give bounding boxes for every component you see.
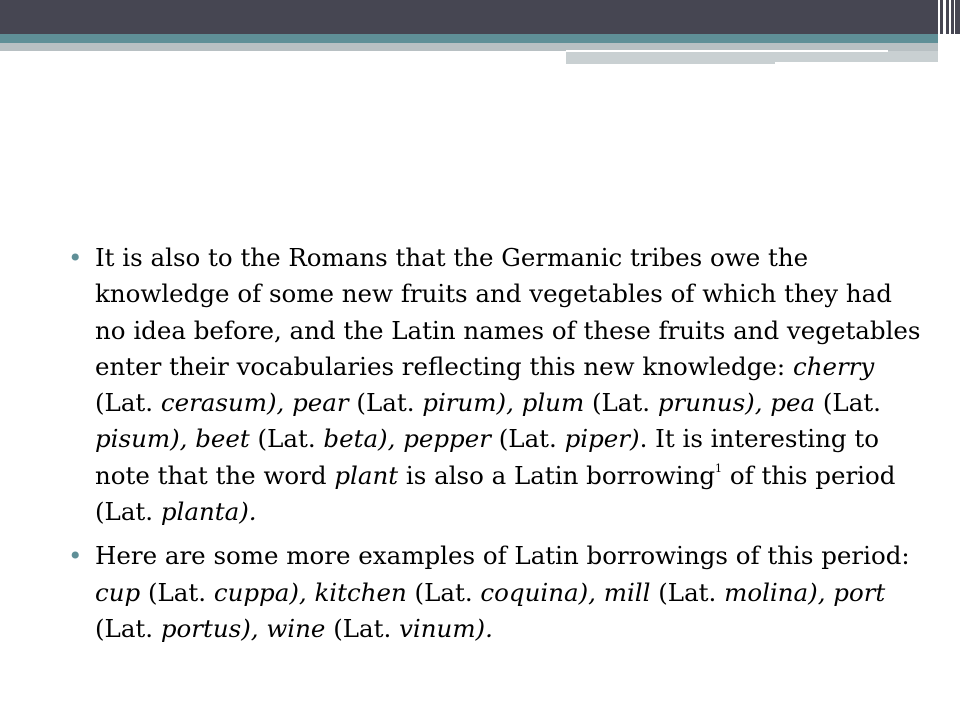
italic-term: plant [334,460,399,490]
text-segment: (Lat. [249,424,324,454]
text-segment: (Lat. [95,613,161,643]
footnote-marker: 1 [715,461,723,475]
italic-term: beta), pepper [323,424,491,454]
text-segment: (Lat. [140,577,214,607]
italic-term: cuppa), kitchen [213,577,407,607]
italic-term: portus), wine [160,613,326,643]
header-white-line-lower [775,62,940,64]
text-segment: (Lat. [348,388,423,418]
text-segment: (Lat. [815,388,881,418]
italic-term: pisum), beet [95,424,250,454]
italic-term: vinum). [399,613,493,643]
bullet-dot-icon: • [68,243,83,272]
text-segment: (Lat. [490,424,565,454]
bullet-dot-icon: • [68,541,83,571]
italic-term: molina), port [724,577,886,607]
italic-term: pirum), plum [422,388,585,418]
bullet-item [68,240,928,530]
text-segment: . It is interesting to note that the word [95,424,879,490]
text-segment: (Lat. [584,388,658,418]
italic-term: prunus), pea [657,388,816,418]
text-segment: is also a Latin borrowing [398,460,716,490]
header-vertical-bars [936,0,960,66]
text-segment: (Lat. [406,577,481,607]
text-segment: of this period (Lat. [95,460,896,527]
header-dark-band [0,0,960,34]
text-segment: (Lat. [95,388,161,418]
italic-term: cerasum), pear [160,388,349,418]
header-white-line [566,50,888,52]
italic-term: coquina), mill [480,577,651,607]
slide-body [68,240,928,655]
italic-term: cherry [792,351,875,381]
header-teal-band [0,34,940,43]
text-segment: (Lat. [325,613,400,643]
italic-term: cup [95,577,141,607]
italic-term: planta). [160,497,257,527]
italic-term: piper) [564,424,640,454]
bullet-item [68,538,928,647]
text-segment: It is also to the Romans that the Germanic tribes owe the knowledge of some new fruits and vegetables of which they had no idea before, and the Latin names of these fruits and vegetables enter their vocabularies reflecting this new knowledge: [95,243,921,381]
text-segment: Here are some more examples of Latin borrowings of this period: [95,541,910,571]
text-segment: (Lat. [650,577,725,607]
